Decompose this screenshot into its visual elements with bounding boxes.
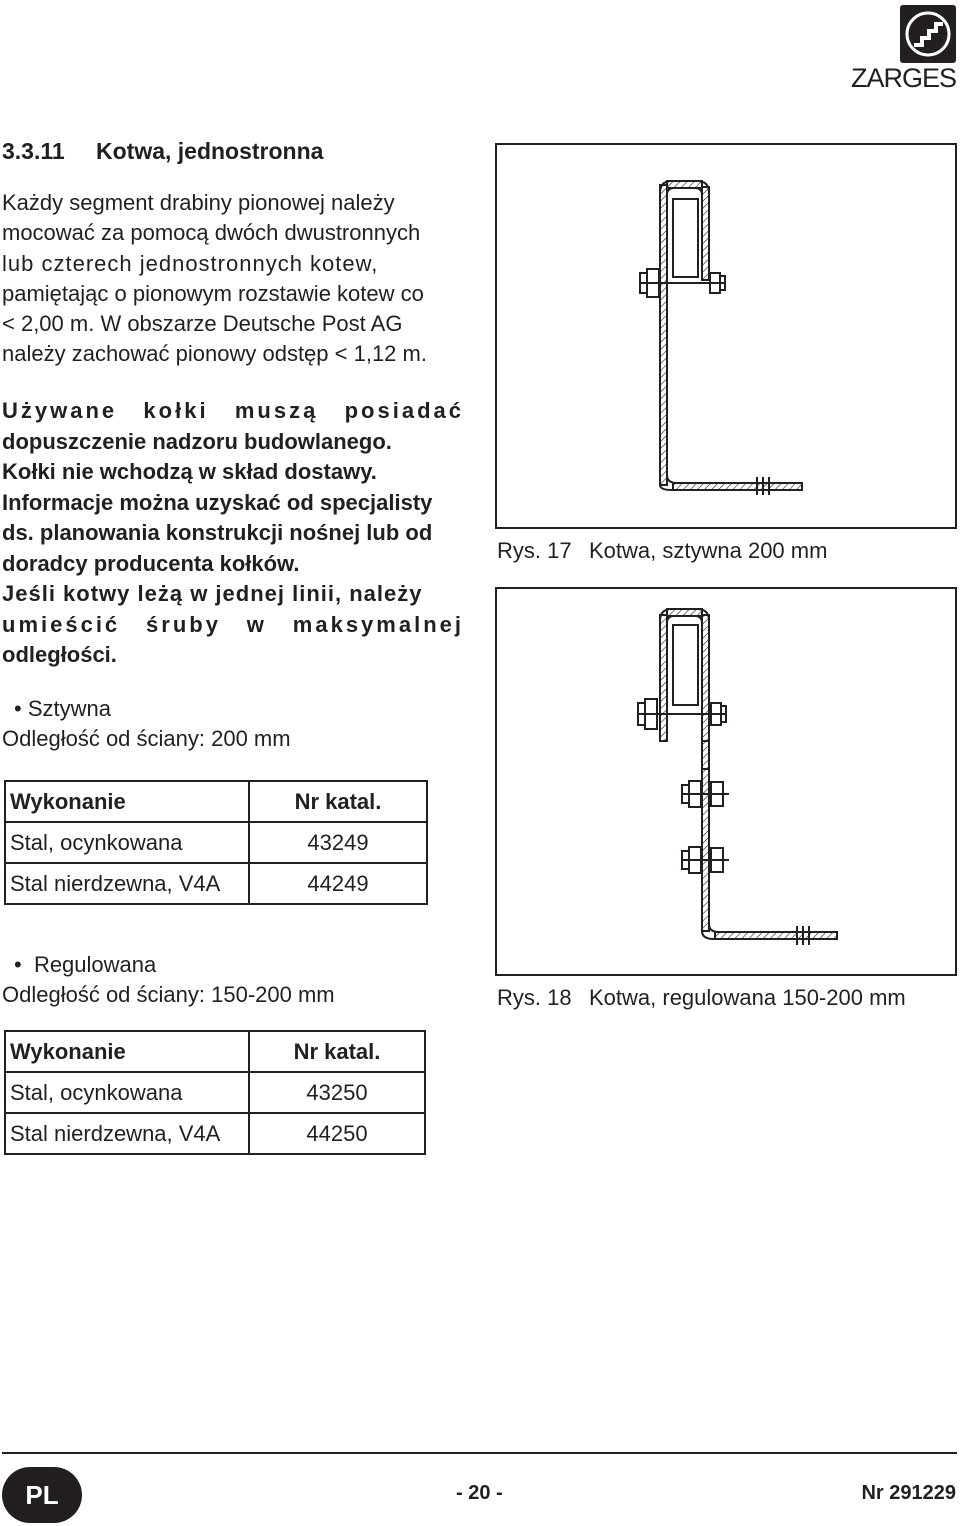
rigid-variant bbox=[2, 694, 291, 754]
notice-line: ds. planowania konstrukcji nośnej lub od bbox=[2, 520, 433, 545]
figure-label: Rys. 18 bbox=[497, 985, 572, 1010]
figure-caption: Kotwa, regulowana 150-200 mm bbox=[589, 985, 906, 1010]
figure-17 bbox=[495, 143, 957, 529]
wall-distance: Odległość od ściany: 150-200 mm bbox=[2, 982, 335, 1007]
stairs-icon bbox=[900, 5, 956, 63]
notice-line: odległości. bbox=[2, 642, 117, 667]
notice-line: Używane kołki muszą posiadać bbox=[2, 398, 464, 423]
footer-divider bbox=[2, 1452, 957, 1454]
notice-line: dopuszczenie nadzoru budowlanego. bbox=[2, 428, 392, 454]
adjustable-variant bbox=[2, 950, 335, 1010]
brand-name: ZARGES bbox=[850, 63, 956, 93]
intro-line: mocować za pomocą dwóch dwustronnych bbox=[2, 220, 421, 246]
intro-line: pamiętając o pionowym rozstawie kotew co bbox=[2, 280, 424, 306]
figure-18-caption bbox=[497, 985, 906, 1011]
table-cell: 43249 bbox=[249, 822, 427, 863]
column-header: Wykonanie bbox=[5, 1031, 249, 1072]
column-header: Nr katal. bbox=[249, 1031, 425, 1072]
bullet: • bbox=[14, 696, 22, 721]
intro-line: Każdy segment drabiny pionowej należy bbox=[2, 190, 395, 215]
table-header-row bbox=[5, 781, 427, 822]
variant-name bbox=[2, 694, 291, 724]
table-cell: 43250 bbox=[249, 1072, 425, 1113]
intro-line: lub czterech jednostronnych kotew, bbox=[2, 250, 379, 276]
zarges-logo bbox=[836, 5, 958, 95]
table-row bbox=[5, 863, 427, 904]
table-cell: Stal, ocynkowana bbox=[5, 1072, 249, 1113]
document-number: Nr 291229 bbox=[861, 1482, 956, 1504]
column-header: Nr katal. bbox=[249, 781, 427, 822]
notice-line: doradcy producenta kołków. bbox=[2, 550, 300, 576]
intro-line: < 2,00 m. W obszarze Deutsche Post AG bbox=[2, 311, 403, 337]
intro-paragraph bbox=[2, 188, 464, 370]
variant-name bbox=[2, 950, 335, 980]
dowel-notice bbox=[2, 396, 464, 671]
table-cell: 44249 bbox=[249, 863, 427, 904]
column-header: Wykonanie bbox=[5, 781, 249, 822]
notice-line: Informacje można uzyskać od specjalisty bbox=[2, 489, 433, 515]
table-cell: Stal nierdzewna, V4A bbox=[5, 863, 249, 904]
page-number: - 20 - bbox=[456, 1482, 503, 1504]
section-heading bbox=[2, 138, 323, 165]
table-header-row bbox=[5, 1031, 425, 1072]
section-title: Kotwa, jednostronna bbox=[96, 138, 324, 164]
figure-caption: Kotwa, sztywna 200 mm bbox=[589, 538, 828, 563]
table-cell: Stal, ocynkowana bbox=[5, 822, 249, 863]
bullet: • bbox=[14, 952, 22, 977]
variant-label: Sztywna bbox=[27, 696, 111, 721]
rigid-anchor-drawing-icon bbox=[497, 145, 955, 527]
language-badge: PL bbox=[2, 1467, 82, 1523]
rigid-catalogue-table bbox=[4, 780, 428, 905]
intro-line: należy zachować pionowy odstęp < 1,12 m. bbox=[2, 341, 427, 367]
table-row bbox=[5, 1072, 425, 1113]
table-cell: 44250 bbox=[249, 1113, 425, 1154]
figure-17-caption bbox=[497, 538, 827, 564]
notice-line: Jeśli kotwy leżą w jednej linii, należy bbox=[2, 581, 423, 606]
figure-label: Rys. 17 bbox=[497, 538, 572, 563]
table-cell: Stal nierdzewna, V4A bbox=[5, 1113, 249, 1154]
figure-18 bbox=[495, 587, 957, 976]
table-row bbox=[5, 822, 427, 863]
section-number: 3.3.11 bbox=[2, 138, 65, 164]
wall-distance: Odległość od ściany: 200 mm bbox=[2, 726, 291, 751]
adjustable-catalogue-table bbox=[4, 1030, 426, 1155]
notice-line: umieścić śruby w maksymalnej bbox=[2, 611, 464, 637]
notice-line: Kołki nie wchodzą w skład dostawy. bbox=[2, 459, 377, 484]
adjustable-anchor-drawing-icon bbox=[497, 589, 955, 974]
table-row bbox=[5, 1113, 425, 1154]
variant-label: Regulowana bbox=[33, 952, 157, 977]
